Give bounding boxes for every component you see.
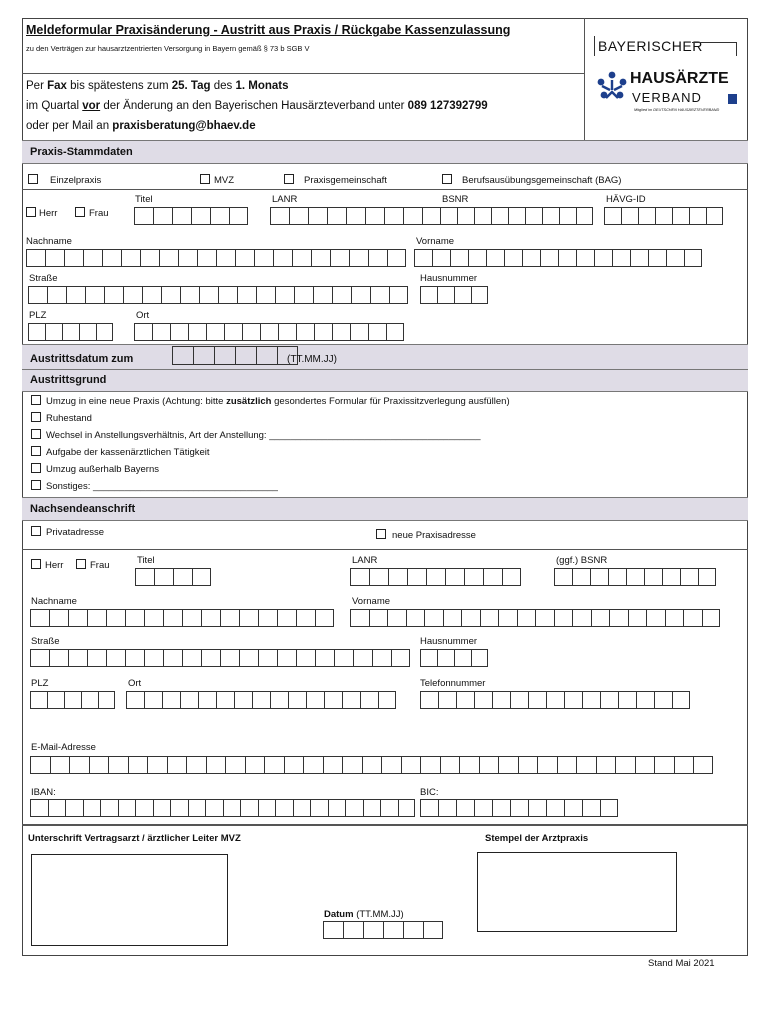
label-frau: Frau (89, 208, 109, 219)
titel-nachsende-input[interactable] (135, 568, 211, 586)
checkbox-ruhestand[interactable] (31, 412, 41, 422)
label-titel-nachsende: Titel (137, 555, 155, 566)
people-emblem-icon (594, 70, 630, 104)
datum-input[interactable] (323, 921, 443, 939)
checkbox-frau[interactable] (75, 207, 85, 217)
checkbox-praxisgemeinschaft[interactable] (284, 174, 294, 184)
section-austrittsgrund: Austrittsgrund (22, 370, 748, 392)
label-ort: Ort (136, 310, 150, 321)
label-stempel: Stempel der Arztpraxis (485, 833, 589, 844)
label-telefon: Telefonnummer (420, 678, 486, 689)
strasse-nachsende-input[interactable] (30, 649, 410, 667)
bsnr-nachsende-input[interactable] (554, 568, 716, 586)
checkbox-aufgabe[interactable] (31, 446, 41, 456)
checkbox-privatadresse[interactable] (31, 526, 41, 536)
nachname-nachsende-input[interactable] (30, 609, 334, 627)
label-mvz: MVZ (214, 175, 235, 186)
reason-aufgabe: Aufgabe der kassenärztlichen Tätigkeit (46, 447, 210, 458)
austrittsdatum-format: (TT.MM.JJ) (287, 354, 337, 365)
label-vorname-nachsende: Vorname (352, 596, 391, 607)
label-iban: IBAN: (31, 787, 56, 798)
label-titel: Titel (135, 194, 153, 205)
label-ort-nachsende: Ort (128, 678, 142, 689)
bic-input[interactable] (420, 799, 618, 817)
nachname-input[interactable] (26, 249, 406, 267)
ort-nachsende-input[interactable] (126, 691, 396, 709)
label-bsnr-nachsende: (ggf.) BSNR (556, 555, 608, 566)
vorname-input[interactable] (414, 249, 702, 267)
form-subtitle: zu den Verträgen zur hausarztzentrierten Versorgung in Bayern gemäß § 73 b SGB V (26, 44, 310, 53)
label-lanr-nachsende: LANR (352, 555, 378, 566)
reason-anstellung: Wechsel in Anstellungsverhältnis, Art der Anstellung: ________________________________________ (46, 430, 481, 441)
plz-nachsende-input[interactable] (30, 691, 115, 709)
label-bag: Berufsausübungsgemeinschaft (BAG) (462, 175, 622, 186)
email-input[interactable] (30, 756, 713, 774)
label-haevg-id: HÄVG-ID (606, 194, 646, 205)
lanr-input[interactable] (270, 207, 441, 225)
section-nachsendeanschrift: Nachsendeanschrift (22, 497, 748, 521)
checkbox-bag[interactable] (442, 174, 452, 184)
fax-line-2: im Quartal vor der Änderung an den Bayerischen Hausärzteverband unter 089 127392799 (26, 100, 488, 112)
iban-input[interactable] (30, 799, 415, 817)
checkbox-herr[interactable] (26, 207, 36, 217)
checkbox-neue-praxisadresse[interactable] (376, 529, 386, 539)
label-strasse: Straße (29, 273, 58, 284)
stamp-box[interactable] (477, 852, 677, 932)
label-einzelpraxis: Einzelpraxis (50, 175, 102, 186)
label-frau-nachsende: Frau (90, 560, 110, 571)
section-austrittsdatum: Austrittsdatum zum (TT.MM.JJ) (22, 344, 748, 370)
bsnr-input[interactable] (440, 207, 593, 225)
checkbox-umzug-neue-praxis[interactable] (31, 395, 41, 405)
hausnummer-input[interactable] (420, 286, 488, 304)
label-unterschrift: Unterschrift Vertragsarzt / ärztlicher Leiter MVZ (28, 833, 241, 844)
checkbox-frau-nachsende[interactable] (76, 559, 86, 569)
label-nachname: Nachname (26, 236, 72, 247)
strasse-input[interactable] (28, 286, 408, 304)
vorname-nachsende-input[interactable] (350, 609, 720, 627)
checkbox-mvz[interactable] (200, 174, 210, 184)
austrittsdatum-input[interactable] (172, 346, 298, 365)
bhaev-logo: BAYERISCHER HAUSÄRZTE VERBAND Mitglied im DEUTSCHEN HAUSÄRZTEVERBAND (592, 32, 740, 132)
label-lanr: LANR (272, 194, 298, 205)
titel-input[interactable] (134, 207, 248, 225)
plz-input[interactable] (28, 323, 113, 341)
form-title: Meldeformular Praxisänderung - Austritt aus Praxis / Rückgabe Kassenzulassung (26, 23, 511, 37)
checkbox-herr-nachsende[interactable] (31, 559, 41, 569)
label-plz-nachsende: PLZ (31, 678, 49, 689)
label-praxisgemeinschaft: Praxisgemeinschaft (304, 175, 387, 186)
label-strasse-nachsende: Straße (31, 636, 60, 647)
label-nachname-nachsende: Nachname (31, 596, 77, 607)
checkbox-sonstiges[interactable] (31, 480, 41, 490)
label-email: E-Mail-Adresse (31, 742, 96, 753)
fax-line-1: Per Fax bis spätestens zum 25. Tag des 1. Monats (26, 80, 289, 92)
footer-stand: Stand Mai 2021 (648, 958, 715, 969)
label-hausnummer-nachsende: Hausnummer (420, 636, 478, 647)
reason-sonstiges: Sonstiges: ___________________________________ (46, 481, 278, 492)
label-bic: BIC: (420, 787, 439, 798)
reason-umzug-neue-praxis: Umzug in eine neue Praxis (Achtung: bitte zusätzlich gesondertes Formular für Praxissitzverlegung ausfüllen) (46, 396, 510, 407)
reason-ruhestand: Ruhestand (46, 413, 92, 424)
hausnummer-nachsende-input[interactable] (420, 649, 488, 667)
checkbox-anstellung[interactable] (31, 429, 41, 439)
signature-box[interactable] (31, 854, 228, 946)
checkbox-umzug-ausserhalb[interactable] (31, 463, 41, 473)
label-herr-nachsende: Herr (45, 560, 64, 571)
telefon-input[interactable] (420, 691, 690, 709)
checkbox-einzelpraxis[interactable] (28, 174, 38, 184)
label-datum: Datum (TT.MM.JJ) (324, 909, 404, 920)
section-praxis-stammdaten: Praxis-Stammdaten (22, 140, 748, 164)
label-plz: PLZ (29, 310, 47, 321)
label-vorname: Vorname (416, 236, 455, 247)
label-privatadresse: Privatadresse (46, 527, 105, 538)
label-neue-praxisadresse: neue Praxisadresse (392, 530, 476, 541)
label-herr: Herr (39, 208, 58, 219)
ort-input[interactable] (134, 323, 404, 341)
label-bsnr: BSNR (442, 194, 469, 205)
haevg-id-input[interactable] (604, 207, 723, 225)
reason-umzug-ausserhalb: Umzug außerhalb Bayerns (46, 464, 159, 475)
fax-line-3: oder per Mail an praxisberatung@bhaev.de (26, 120, 256, 132)
label-hausnummer: Hausnummer (420, 273, 478, 284)
lanr-nachsende-input[interactable] (350, 568, 521, 586)
